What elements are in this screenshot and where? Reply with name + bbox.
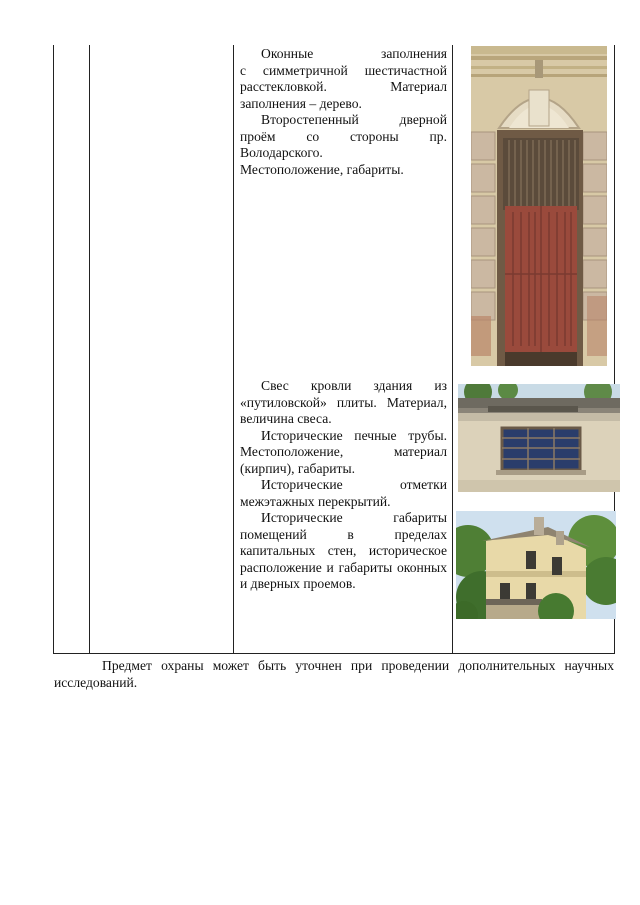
paragraph-window-fillings: Оконные заполнения [261,46,447,61]
paragraph-floor-marks: Исторические отметки межэтажных перекрытий. [240,477,447,509]
protection-text-block-1 [240,46,447,178]
table-border-col3 [452,45,453,654]
paragraph-chimneys: Исторические печные трубы. Местоположение, материал (кирпич), габариты. [240,427,447,476]
table-border-col2 [233,45,234,654]
table-border-col1 [89,45,90,654]
footer-note-text: Предмет охраны может быть уточнен при проведении дополнительных научных исследований. [54,658,614,690]
photo-wooden-door [471,46,607,366]
paragraph-secondary-door: Второстепенный дверной проём со стороны пр. Володарского. [240,112,447,160]
photo-roof-eaves-window [458,384,620,492]
paragraph-room-dimensions: Исторические габариты помещений в пределах капитальных стен, историческое расположение и габариты оконных и дверных проемов. [240,510,447,591]
footer-note [54,657,614,691]
paragraph-roof-eaves: Свес кровли здания из «путиловской» плиты. Материал, величина свеса. [240,378,447,426]
photo-building-corner-trees [456,511,616,619]
table-border-bottom [53,653,615,654]
paragraph-door-location: Местоположение, габариты. [240,161,404,177]
paragraph-window-material: с симметричной шестичастной расстекловкой. Материал заполнения – дерево. [240,62,447,111]
protection-text-block-2 [240,378,447,593]
table-border-left [53,45,54,654]
